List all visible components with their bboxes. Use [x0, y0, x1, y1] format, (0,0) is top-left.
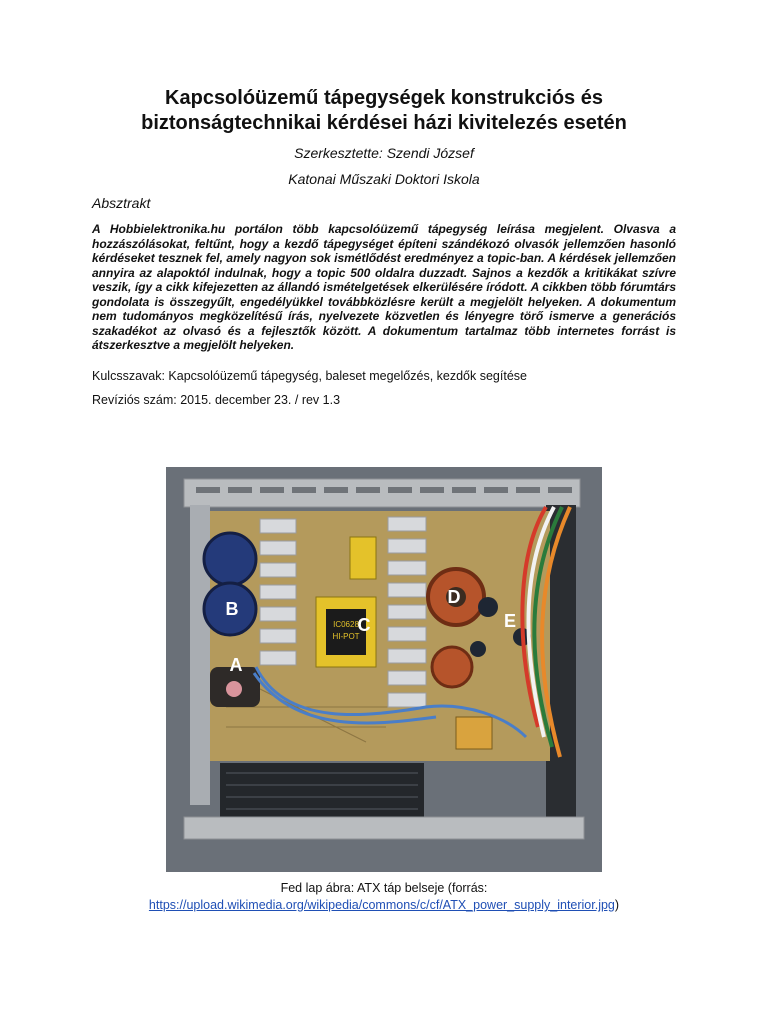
caption-close-paren: ) [614, 898, 620, 912]
toroid-inductor-small [432, 647, 472, 687]
editor-line [0, 145, 768, 161]
figure-label-b: B [225, 599, 239, 619]
primary-capacitor-top [204, 533, 256, 585]
cover-figure-psu-interior [166, 467, 602, 872]
revision-number: Revíziós szám: 2015. december 23. / rev 1.3 [92, 393, 341, 407]
figure-label-e: E [503, 611, 517, 631]
heatsink-right [388, 517, 426, 707]
editor-name: Szendi József [386, 145, 474, 161]
caption-source-link[interactable]: https://upload.wikimedia.org/wikipedia/commons/c/cf/ATX_power_supply_interior.jpg [148, 898, 615, 912]
figure-label-c: C [357, 615, 371, 635]
bottom-bracket [184, 817, 584, 839]
abstract-heading: Absztrakt [92, 195, 151, 211]
transformer-text-1: IC0628 [333, 620, 359, 629]
figure-label-a: A [229, 655, 243, 675]
heatsink-left [260, 519, 296, 665]
output-capacitor-3 [470, 641, 486, 657]
right-wall [546, 505, 576, 825]
output-capacitor-1 [478, 597, 498, 617]
title-line-2: biztonságtechnikai kérdései házi kivitelezés esetén [141, 112, 627, 134]
emi-filter-coil [456, 717, 492, 749]
standby-transformer [350, 537, 376, 579]
figure-label-d: D [447, 587, 461, 607]
title-line-1: Kapcsolóüzemű tápegységek konstrukciós és [165, 87, 603, 109]
paper-title [90, 86, 678, 136]
figure-caption [0, 880, 768, 914]
editor-label: Szerkesztette: [294, 145, 383, 161]
transformer-text-2: HI-POT [332, 632, 360, 641]
institution: Katonai Műszaki Doktori Iskola [288, 171, 480, 187]
caption-line-2 [0, 897, 768, 914]
caption-line-1: Fed lap ábra: ATX táp belseje (forrás: [280, 881, 488, 895]
thermistor [226, 681, 242, 697]
abstract-text: A Hobbielektronika.hu portálon több kapcsolóüzemű tápegység leírása megjelent. Olvasva a hozzászólásokat, feltűnt, hogy a kezdő tápegységet építeni szándékozó olvasók jellemzően hasonló kérdéseket tesznek fel, amely nagyon sok ismétlődést eredményez a topic-ban. A kérdések jellemzően annyira az alapoktól indulnak, hogy a topic 500 oldalra duzzadt. Sajnos a kezdők a kritikákat szívre veszik, így a cikk kifejezetten az állandó ismételgetések elkerülésére íródott. A cikkben több fórumtárs gondolata is összegyűlt, engedélyükkel továbbközlésre került a megjelölt helyeken. A dokumentum nem tudományos megközelítésű írás, nyelvezete közvetlen és lényegre törő ismerve a generációs szakadékot az olvasó és a fejlesztők között. A dokumentum tartalmaz több internetes forrást is átszerkesztve a megjelölt helyeken. [92, 222, 676, 352]
keywords: Kulcsszavak: Kapcsolóüzemű tápegység, baleset megelőzés, kezdők segítése [92, 369, 527, 383]
fan [220, 763, 424, 819]
